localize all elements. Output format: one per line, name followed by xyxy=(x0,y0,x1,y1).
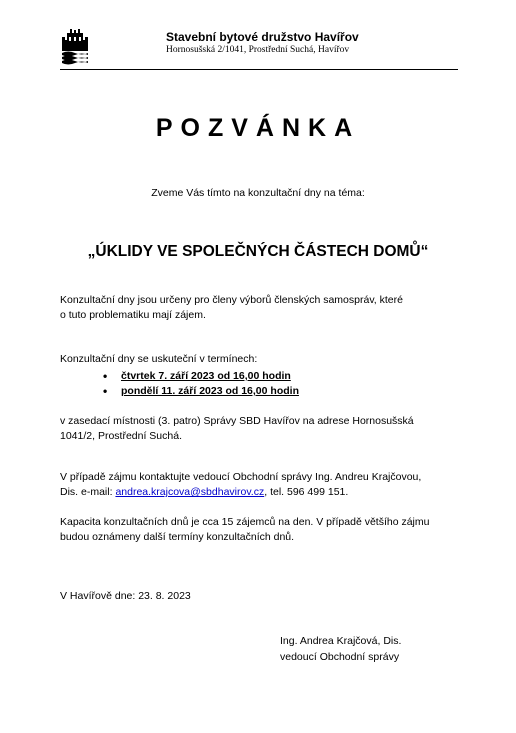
paragraph-line: V případě zájmu kontaktujte vedoucí Obchodní správy Ing. Andreu Krajčovou, xyxy=(60,471,422,483)
paragraph-line: v zasedací místnosti (3. patro) Správy SBD Havířov na adrese Hornosušská xyxy=(60,415,414,427)
intro-text: Zveme Vás tímto na konzultační dny na téma: xyxy=(151,187,365,199)
paragraph-line: budou oznámeny další termíny konzultačních dnů. xyxy=(60,531,295,543)
document-title: POZVÁNKA xyxy=(155,114,361,142)
email-prefix: Dis. e-mail: xyxy=(60,486,116,498)
organization-name: Stavební bytové družstvo Havířov xyxy=(166,30,359,44)
phone-text: , tel. 596 499 151. xyxy=(264,486,349,498)
castle-logo-icon xyxy=(60,27,90,65)
paragraph-purpose xyxy=(60,293,403,323)
topic-heading: „ÚKLIDY VE SPOLEČNÝCH ČÁSTECH DOMŮ“ xyxy=(87,243,429,260)
date-line: V Havířově dne: 23. 8. 2023 xyxy=(60,590,191,602)
header-divider xyxy=(60,69,458,70)
paragraph-line: Kapacita konzultačních dnů je cca 15 zájemců na den. V případě většího zájmu xyxy=(60,516,430,528)
paragraph-line: 1041/2, Prostřední Suchá. xyxy=(60,430,182,442)
email-link[interactable]: andrea.krajcova@sbdhavirov.cz xyxy=(115,486,265,498)
signature-position: vedoucí Obchodní správy xyxy=(280,651,400,663)
signature-block xyxy=(280,633,401,665)
organization-address: Hornosušská 2/1041, Prostřední Suchá, Havířov xyxy=(166,45,350,55)
paragraph-capacity xyxy=(60,515,429,545)
schedule-heading: Konzultační dny se uskuteční v termínech: xyxy=(60,353,258,365)
schedule-date-list xyxy=(103,369,299,399)
signature-name: Ing. Andrea Krajčová, Dis. xyxy=(280,635,402,647)
paragraph-contact xyxy=(60,470,421,500)
paragraph-line: o tuto problematiku mají zájem. xyxy=(60,309,206,321)
paragraph-line: Konzultační dny jsou určeny pro členy výborů členských samospráv, které xyxy=(60,294,403,306)
paragraph-line xyxy=(60,485,421,500)
schedule-date-item: • čtvrtek 7. září 2023 od 16,00 hodin xyxy=(103,369,299,384)
paragraph-location xyxy=(60,414,414,444)
schedule-date-item: • pondělí 11. září 2023 od 16,00 hodin xyxy=(103,384,299,399)
